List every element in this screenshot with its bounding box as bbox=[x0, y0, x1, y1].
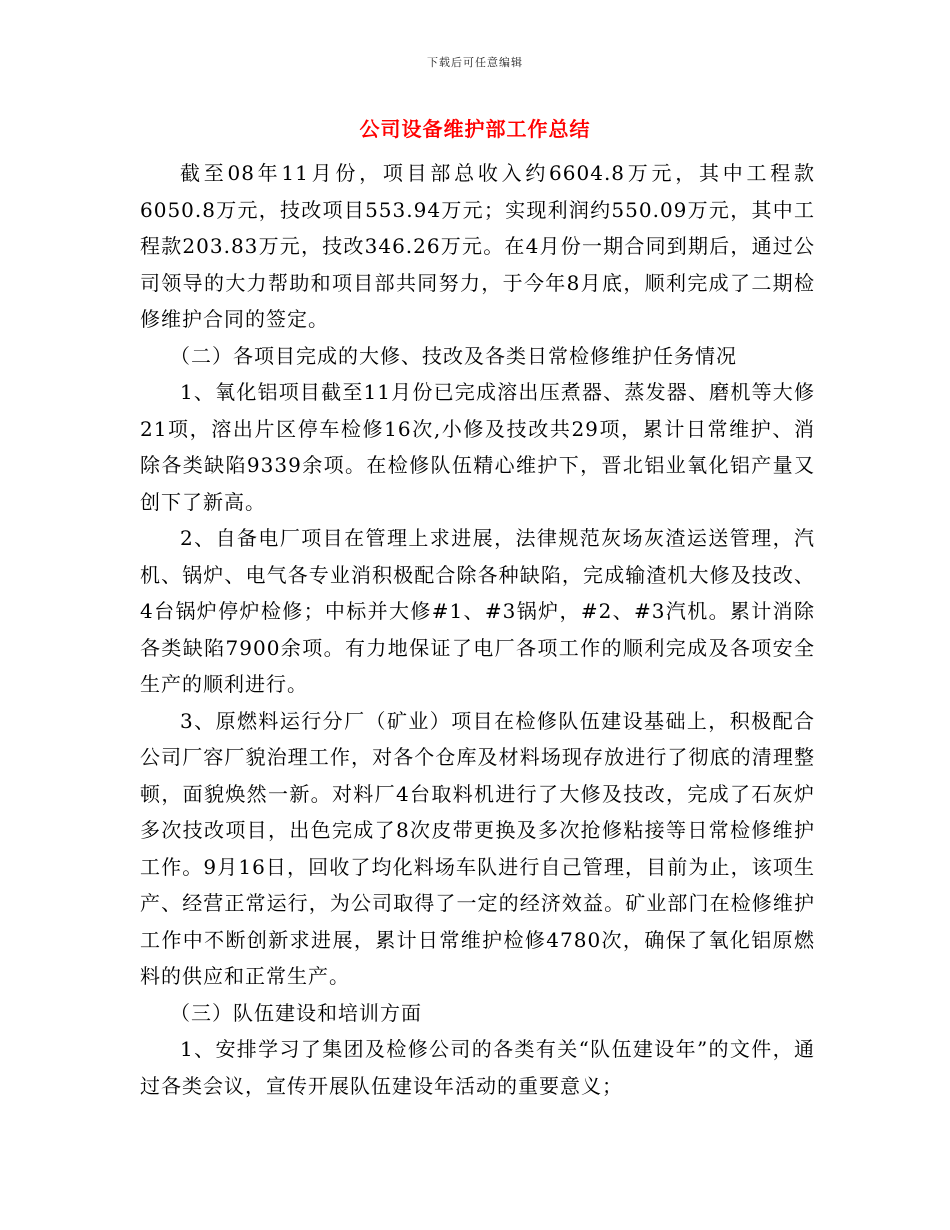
document-title: 公司设备维护部工作总结 bbox=[359, 117, 591, 141]
paragraph-team-building: 1、安排学习了集团及检修公司的各类有关“队伍建设年”的文件，通过各类会议，宣传开展队伍建设年活动的重要意义； bbox=[140, 1037, 815, 1098]
paragraph-power-plant: 2、自备电厂项目在管理上求进展，法律规范灰场灰渣运送管理，汽机、锅炉、电气各专业消积极配合除各种缺陷，完成输渣机大修及技改、4台锅炉停炉检修；中标并大修#1、#3锅炉，#2、#3汽机。累计消除各类缺陷7900余项。有力地保证了电厂各项工作的顺利完成及各项安全生产的顺利进行。 bbox=[140, 526, 815, 696]
paragraph-raw-fuel: 3、原燃料运行分厂（矿业）项目在检修队伍建设基础上，积极配合公司厂容厂貌治理工作，对各个仓库及材料场现存放进行了彻底的清理整顿，面貌焕然一新。对料厂4台取料机进行了大修及技改，完成了石灰炉多次技改项目，出色完成了8次皮带更换及多次抢修粘接等日常检修维护工作。9月16日，回收了均化料场车队进行自己管理，目前为止，该项生产、经营正常运行，为公司取得了一定的经济效益。矿业部门在检修维护工作中不断创新求进展，累计日常维护检修4780次，确保了氧化铝原燃料的供应和正常生产。 bbox=[140, 708, 815, 988]
document-body bbox=[140, 155, 815, 1104]
paragraph-alumina: 1、氧化铝项目截至11月份已完成溶出压煮器、蒸发器、磨机等大修21项，溶出片区停车检修16次,小修及技改共29项，累计日常维护、消除各类缺陷9339余项。在检修队伍精心维护下，晋北铝业氧化铝产量又创下了新高。 bbox=[140, 380, 815, 514]
header-note: 下载后可任意编辑 bbox=[427, 56, 523, 69]
paragraph-summary: 截至08年11月份，项目部总收入约6604.8万元，其中工程款6050.8万元，技改项目553.94万元；实现利润约550.09万元，其中工程款203.83万元，技改346.26万元。在4月份一期合同到期后，通过公司领导的大力帮助和项目部共同努力，于今年8月底，顺利完成了二期检修维护合同的签定。 bbox=[140, 161, 815, 331]
section-heading-2: （二）各项目完成的大修、技改及各类日常检修维护任务情况 bbox=[170, 343, 737, 368]
section-heading-3: （三）队伍建设和培训方面 bbox=[170, 1000, 422, 1025]
